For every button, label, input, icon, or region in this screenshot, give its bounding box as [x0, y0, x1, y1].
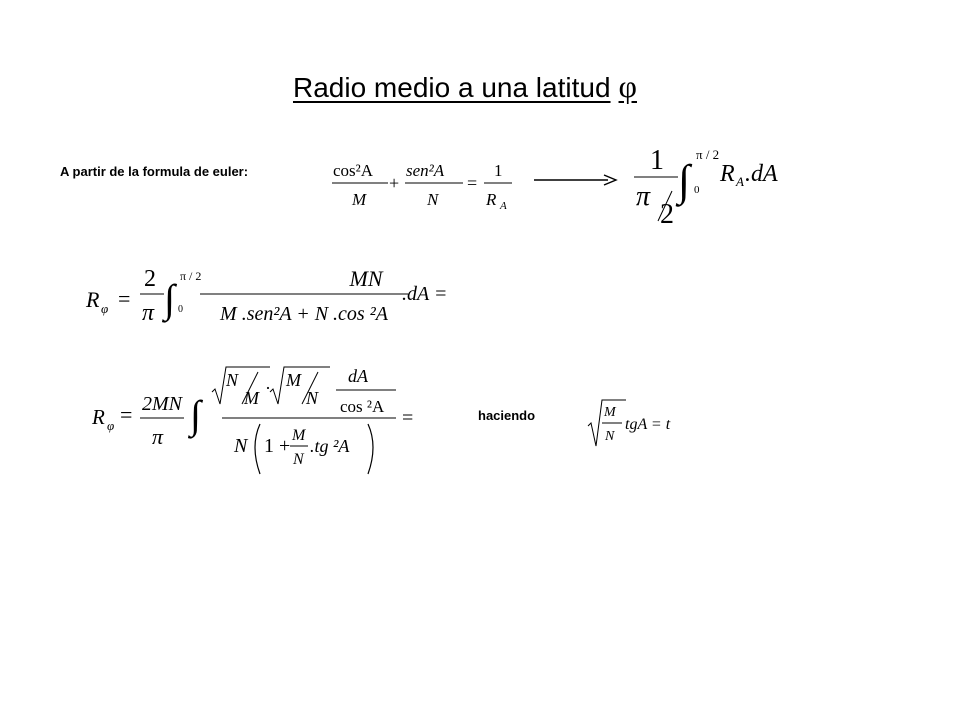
eq2-cos: cos ²A: [340, 397, 385, 416]
mean-denominator: 2: [660, 199, 674, 230]
mean-r-subscript: A: [736, 174, 744, 189]
eq2-lhs-subscript: φ: [107, 418, 115, 433]
euler-term2-numerator: sen²A: [406, 161, 445, 180]
eq1-numerator: MN: [349, 266, 383, 291]
euler-plus: +: [389, 173, 400, 193]
mean-pi: π: [636, 181, 651, 212]
mean-lower-limit: 0: [694, 184, 700, 196]
mean-integral-sign: ∫: [678, 156, 691, 205]
eq2-sqrt-a-numerator: N: [226, 370, 239, 390]
eq2-integral-sign: ∫: [190, 392, 201, 437]
euler-equals: =: [467, 173, 478, 193]
eq2-pi: π: [152, 424, 164, 449]
mean-upper-limit: π / 2: [696, 147, 720, 162]
mean-r: R: [720, 161, 735, 187]
eq2-frac-m: M: [292, 427, 306, 444]
eq1-equals: =: [118, 286, 131, 311]
euler-term1-numerator: cos²A: [333, 161, 374, 180]
eq2-one-plus: 1 +: [264, 435, 291, 457]
equation-1: [84, 262, 464, 336]
slide-title: [0, 68, 930, 105]
mean-integral: [628, 135, 798, 235]
substitution-formula: [586, 396, 686, 452]
euler-term1-denominator: M: [352, 190, 367, 209]
eq2-tg: .tg ²A: [310, 436, 350, 456]
eq2-sqrt-b-denominator: N: [306, 388, 319, 408]
eq2-frac-n: N: [293, 451, 304, 468]
eq1-pi: π: [142, 300, 155, 326]
title-text: Radio medio a una latitud: [292, 72, 611, 103]
eq1-upper-limit: π / 2: [180, 269, 202, 283]
phi-symbol: φ: [618, 68, 637, 104]
eq1-lhs-r: R: [86, 287, 100, 312]
eq2-paren-left: [255, 424, 260, 474]
eq2-equals: =: [120, 402, 133, 427]
eq2-sqrt-a-denominator: M: [244, 388, 259, 408]
eq2-coef-numerator: 2MN: [142, 393, 182, 415]
intro-label: A partir de la formula de euler:: [60, 164, 249, 179]
sub-rest: tgA = t: [625, 416, 671, 433]
eq2-da: dA: [348, 366, 368, 386]
sub-denominator: N: [605, 429, 615, 444]
eq2-lhs-r: R: [92, 405, 105, 429]
eq1-denominator: M .sen²A + N .cos ²A: [220, 303, 388, 325]
eq2-paren-right: [368, 424, 373, 474]
mean-da: .dA: [745, 161, 778, 187]
eq1-lhs-subscript: φ: [101, 301, 109, 316]
mean-numerator: 1: [650, 145, 664, 176]
aside-label: haciendo: [478, 408, 536, 423]
equation-2: [84, 362, 424, 482]
eq2-dot: ·: [265, 378, 271, 398]
eq1-two: 2: [144, 266, 156, 292]
euler-rhs-numerator: 1: [494, 161, 503, 180]
euler-formula: [330, 150, 530, 220]
eq1-lower-limit: 0: [178, 304, 183, 315]
arrow-right-icon: [532, 170, 622, 190]
euler-term2-denominator: N: [427, 190, 439, 209]
euler-rhs-subscript: A: [500, 200, 507, 212]
eq2-sqrt-b-numerator: M: [286, 370, 301, 390]
euler-rhs-denominator: R: [486, 190, 497, 209]
eq1-tail: .dA =: [402, 283, 448, 305]
sub-numerator: M: [604, 405, 616, 420]
eq1-integral-sign: ∫: [164, 276, 175, 321]
eq2-tail: =: [402, 407, 414, 429]
eq2-den-n: N: [234, 435, 248, 457]
eq2-sqrt-a: [212, 367, 270, 404]
